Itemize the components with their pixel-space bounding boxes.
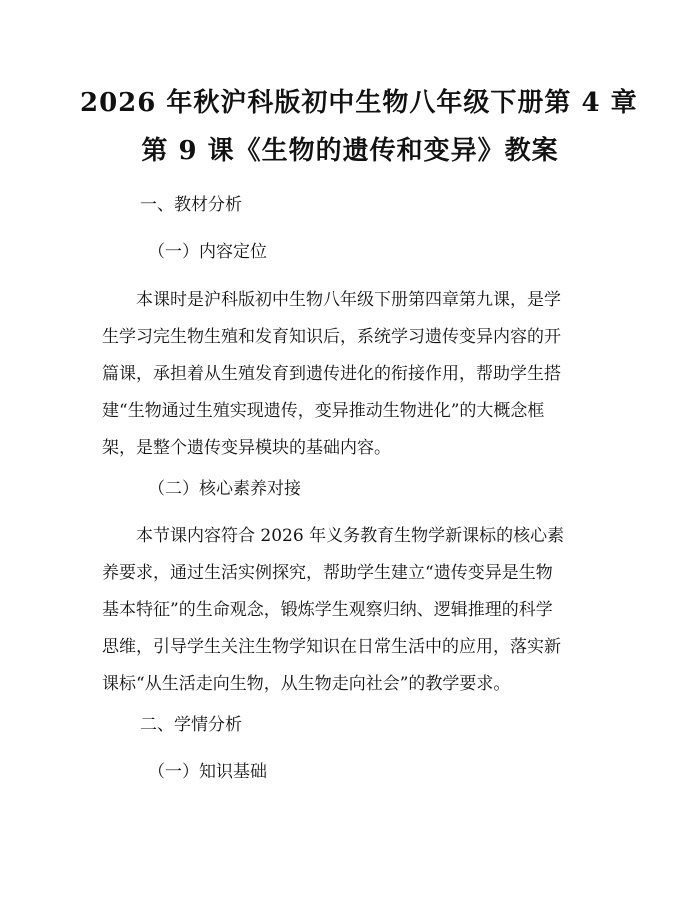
paragraph-line: 基本特征”的生命观念，锻炼学生观察归纳、逻辑推理的科学: [102, 600, 553, 620]
subsection-heading-knowledge-base: （一）知识基础: [148, 762, 267, 782]
paragraph-line: 建“生物通过生殖实现遗传，变异推动生物进化”的大概念框: [102, 401, 545, 421]
paragraph-line: 篇课，承担着从生殖发育到遗传进化的衔接作用，帮助学生搭: [102, 364, 561, 384]
subsection-heading-content-positioning: （一）内容定位: [148, 242, 267, 262]
document-title-line-2: 第 9 课《生物的遗传和变异》教案: [141, 136, 559, 166]
paragraph-line: 生学习完生物生殖和发育知识后，系统学习遗传变异内容的开: [102, 327, 561, 347]
paragraph-line: 架，是整个遗传变异模块的基础内容。: [102, 438, 391, 458]
document-title-line-1: 2026 年秋沪科版初中生物八年级下册第 4 章: [80, 88, 638, 118]
paragraph-content-positioning: [102, 282, 602, 467]
paragraph-line: 本课时是沪科版初中生物八年级下册第四章第九课，是学: [136, 290, 561, 310]
section-heading-student-analysis: 二、学情分析: [140, 715, 242, 735]
paragraph-core-literacy: [102, 518, 602, 703]
paragraph-line: 思维，引导学生关注生物学知识在日常生活中的应用，落实新: [102, 637, 561, 657]
paragraph-line: 课标“从生活走向生物，从生物走向社会”的教学要求。: [102, 674, 511, 694]
subsection-heading-core-literacy: （二）核心素养对接: [148, 479, 301, 499]
paragraph-line: 本节课内容符合 2026 年义务教育生物学新课标的核心素: [136, 526, 565, 546]
section-heading-textbook-analysis: 一、教材分析: [140, 195, 242, 215]
paragraph-line: 养要求，通过生活实例探究，帮助学生建立“遗传变异是生物: [102, 563, 553, 583]
